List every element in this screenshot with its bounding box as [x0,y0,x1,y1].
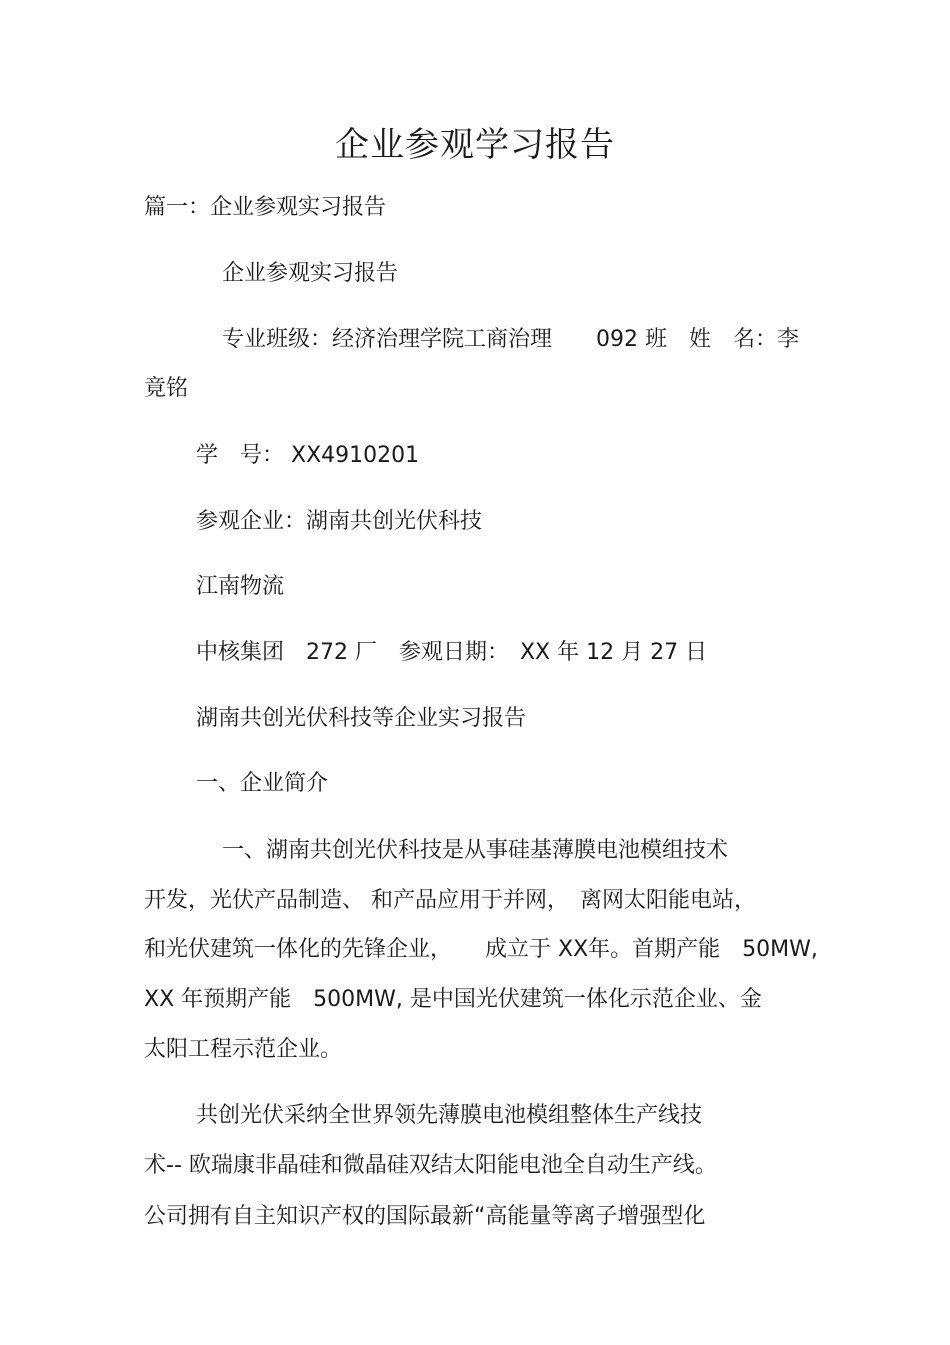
document-title: 企业参观学习报告 [335,125,615,165]
paragraph-2-line-2: 术-- 欧瑞康非晶硅和微晶硅双结太阳能电池全自动生产线。 [144,1153,717,1178]
paragraph-1-line-5: 太阳工程示范企业。 [144,1037,343,1062]
student-id-line: 学 号： XX4910201 [196,443,420,468]
paragraph-1-line-2: 开发，光伏产品制造、 和产品应用于并网， 离网太阳能电站， [144,888,756,913]
paragraph-1-line-1: 一、湖南共创光伏科技是从事硅基薄膜电池模组技术 [222,838,729,863]
section-heading-intro: 一、企业简介 [196,771,329,796]
visited-company-line: 参观企业：湖南共创光伏科技 [196,509,483,534]
visited-company-line-2: 江南物流 [196,574,285,599]
section-heading-part-one: 篇一：企业参观实习报告 [144,195,387,220]
report-subtitle: 企业参观实习报告 [222,261,399,286]
class-name-line: 专业班级：经济治理学院工商治理 092 班 姓 名：李 [222,327,799,352]
paragraph-2-line-3: 公司拥有自主知识产权的国际最新“高能量等离子增强型化 [144,1204,706,1229]
report-heading: 湖南共创光伏科技等企业实习报告 [196,706,527,731]
paragraph-1-line-4: XX 年预期产能 500MW, 是中国光伏建筑一体化示范企业、金 [144,987,762,1012]
class-name-line-cont: 竟铭 [144,376,189,401]
paragraph-1-line-3: 和光伏建筑一体化的先锋企业， 成立于 XX年。首期产能 50MW, [144,937,818,962]
paragraph-2-line-1: 共创光伏采纳全世界领先薄膜电池模组整体生产线技 [196,1103,703,1128]
visit-date-line: 中核集团 272 厂 参观日期： XX 年 12 月 27 日 [196,640,708,665]
